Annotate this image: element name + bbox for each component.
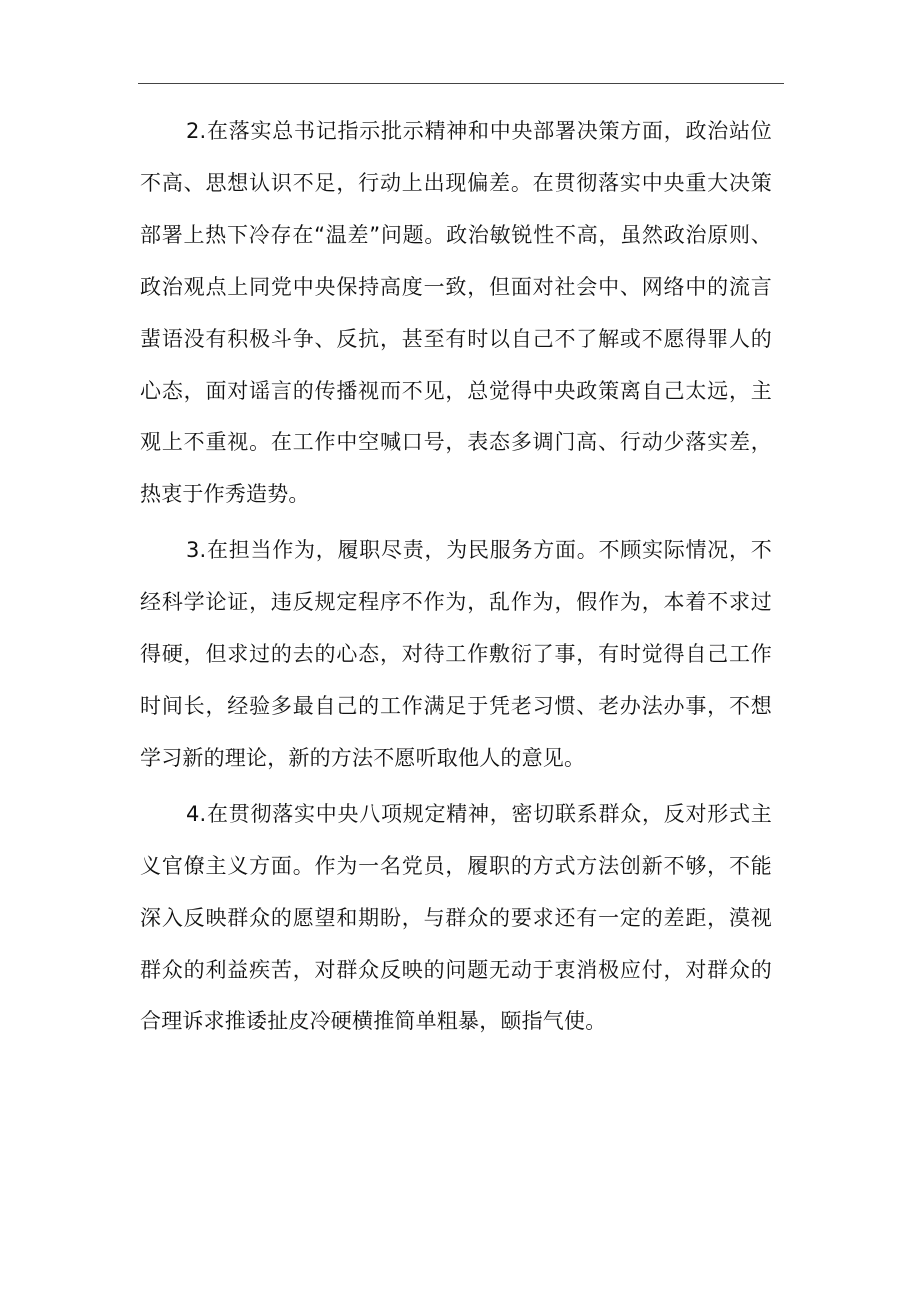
header-divider: [138, 83, 784, 84]
document-body: [140, 106, 772, 1052]
paragraph-item-4: 4.在贯彻落实中央八项规定精神，密切联系群众，反对形式主义官僚主义方面。作为一名党员，履职的方式方法创新不够，不能深入反映群众的愿望和期盼，与群众的要求还有一定的差距，漠视群众的利益疾苦，对群众反映的问题无动于衷消极应付，对群众的合理诉求推诿扯皮冷硬横推简单粗暴，颐指气使。: [140, 801, 772, 1034]
paragraph-item-3: 3.在担当作为，履职尽责，为民服务方面。不顾实际情况，不经科学论证，违反规定程序不作为，乱作为，假作为，本着不求过得硬，但求过的去的心态，对待工作敷衍了事，有时觉得自己工作时间长，经验多最自己的工作满足于凭老习惯、老办法办事，不想学习新的理论，新的方法不愿听取他人的意见。: [140, 538, 772, 770]
paragraph-item-2: 2.在落实总书记指示批示精神和中央部署决策方面，政治站位不高、思想认识不足，行动上出现偏差。在贯彻落实中央重大决策部署上热下冷存在“温差”问题。政治敏锐性不高，虽然政治原则、政治观点上同党中央保持高度一致，但面对社会中、网络中的流言蜚语没有积极斗争、反抗，甚至有时以自己不了解或不愿得罪人的心态，面对谣言的传播视而不见，总觉得中央政策离自己太远，主观上不重视。在工作中空喊口号，表态多调门高、行动少落实差，热衷于作秀造势。: [140, 119, 772, 507]
